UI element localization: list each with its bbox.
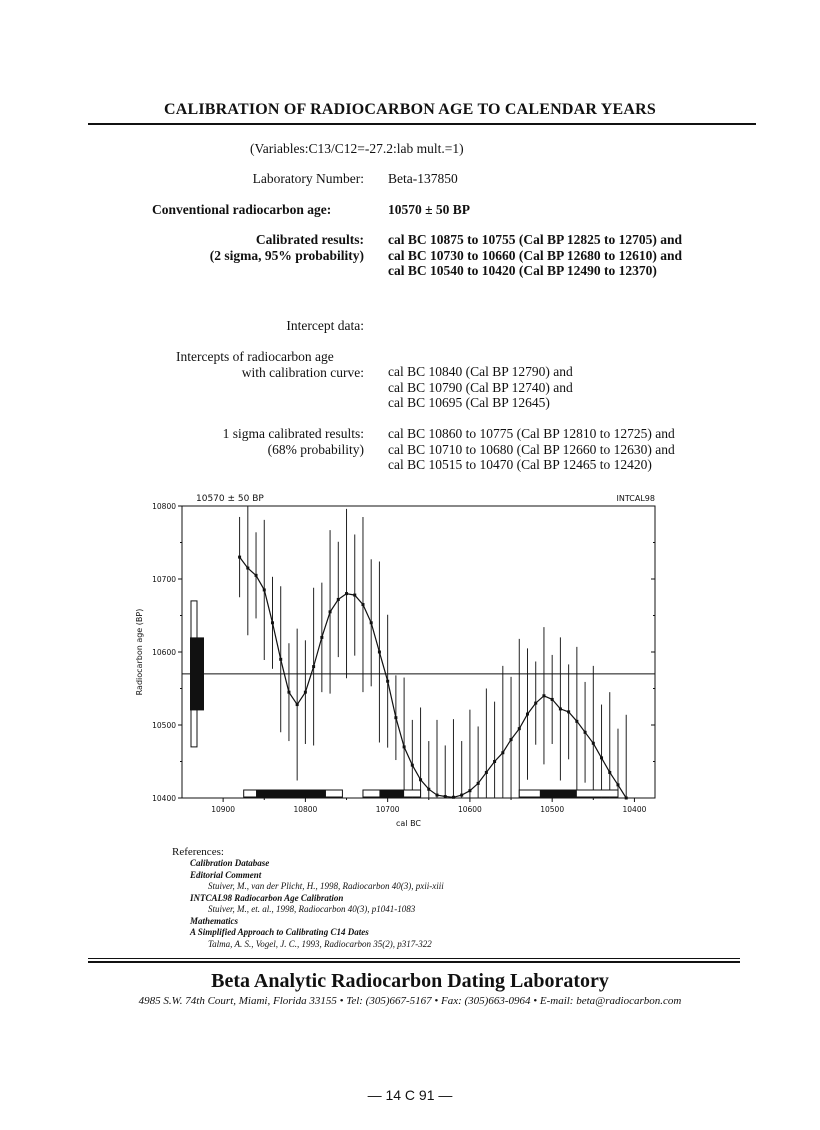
chart-database-label: INTCAL98 [616,494,655,503]
references-label: References: [172,846,224,858]
title-rule [88,123,756,125]
curve-point [501,751,504,754]
one-sigma-range-bar [540,790,577,797]
reference-heading: Mathematics [190,915,239,926]
y-tick-label: 10600 [152,648,176,657]
curve-point [411,764,414,767]
curve-point [246,567,249,570]
curve-point [510,738,513,741]
curve-point [378,651,381,654]
curve-point [361,603,364,606]
curve-point [485,771,488,774]
y-axis-label: Radiocarbon age (BP) [135,608,144,696]
intercept-line: cal BC 10840 (Cal BP 12790) and [388,364,573,379]
x-tick-label: 10600 [457,805,482,814]
curve-point [477,782,480,785]
reference-citation: Talma, A. S., Vogel, J. C., 1993, Radiocarbon 35(2), p317-322 [208,938,432,949]
curve-point [255,574,258,577]
one-sigma-line: cal BC 10515 to 10470 (Cal BP 12465 to 12420) [388,457,652,472]
footer-lab-name: Beta Analytic Radiocarbon Dating Laboratory [211,970,609,992]
curve-point [345,592,348,595]
calibrated-label-line: (2 sigma, 95% probability) [209,247,364,263]
calibration-chart-svg [120,488,680,833]
curve-point [559,707,562,710]
curve-point [320,636,323,639]
calibrated-label-line: Calibrated results: [255,232,364,247]
reference-heading: Editorial Comment [190,869,262,880]
curve-point [625,797,628,800]
intercept-label: Intercept data: [286,318,364,333]
conv-age-value: 10570 ± 50 BP [388,202,471,217]
curve-point [394,716,397,719]
curve-point [238,556,241,559]
curve-point [419,778,422,781]
one-sigma-range-bar [379,790,404,797]
intercepts-label [150,349,364,380]
calibration-chart [120,488,680,833]
reference-heading: Calibration Database [190,858,270,868]
curve-point [534,702,537,705]
curve-point [592,742,595,745]
footer-rule-thin [88,958,740,959]
curve-point [542,694,545,697]
reference-heading: A Simplified Approach to Calibrating C14 Dates [190,927,369,937]
curve-point [271,621,274,624]
lab-number-value: Beta-137850 [388,171,458,186]
y-tick-label: 10400 [152,794,176,803]
curve-point [468,789,471,792]
curve-point [370,621,373,624]
footer-address: 4985 S.W. 74th Court, Miami, Florida 33155 • Tel: (305)667-5167 • Fax: (305)663-0964 • E-mail: beta@radiocarbon.com [138,995,682,1007]
curve-point [616,783,619,786]
one-sigma-results [388,426,675,473]
curve-point [263,588,266,591]
calibrated-label [150,232,364,263]
conv-age-label: Conventional radiocarbon age: [152,202,332,217]
curve-point [296,703,299,706]
x-tick-label: 10700 [375,805,400,814]
curve-point [452,796,455,799]
curve-point [279,658,282,661]
curve-point [493,760,496,763]
curve-point [329,610,332,613]
intercept-line: cal BC 10695 (Cal BP 12645) [388,395,550,410]
curve-point [403,745,406,748]
x-tick-label: 10500 [540,805,565,814]
x-tick-label: 10800 [293,805,318,814]
curve-point [551,698,554,701]
references [172,846,652,950]
y-tick-label: 10800 [152,502,176,511]
x-tick-label: 10900 [211,805,236,814]
curve-point [567,710,570,713]
plot-frame [182,506,655,798]
curve-point [518,727,521,730]
curve-point [427,788,430,791]
x-axis-label: cal BC [396,819,421,828]
one-sigma-label-line: 1 sigma calibrated results: [222,426,364,441]
calibrated-line: cal BC 10875 to 10755 (Cal BP 12825 to 12705) and [388,232,683,247]
variables-text: (Variables:C13/C12=-27.2:lab mult.=1) [250,141,464,156]
curve-point [312,665,315,668]
one-sigma-label-line: (68% probability) [267,441,364,457]
curve-point [304,691,307,694]
reference-citation: Stuiver, M., et. al., 1998, Radiocarbon 40(3), p1041-1083 [208,904,416,914]
intercept-results [388,364,573,411]
curve-point [575,720,578,723]
y-tick-label: 10700 [152,575,176,584]
y-tick-label: 10500 [152,721,176,730]
curve-point [386,680,389,683]
page-title: CALIBRATION OF RADIOCARBON AGE TO CALENDAR YEARS [163,101,657,118]
curve-point [287,691,290,694]
calibrated-results [388,232,682,279]
one-sigma-label [150,426,364,457]
one-sigma-line: cal BC 10710 to 10680 (Cal BP 12660 to 12630) and [388,441,675,457]
curve-point [600,756,603,759]
x-tick-label: 10400 [622,805,647,814]
reference-citation: Stuiver, M., van der Plicht, H., 1998, Radiocarbon 40(3), pxii-xiii [208,881,444,891]
reference-heading: INTCAL98 Radiocarbon Age Calibration [190,892,344,903]
curve-point [526,713,529,716]
intercepts-label-line: Intercepts of radiocarbon age [176,349,334,364]
lab-number-label: Laboratory Number: [252,171,364,186]
page-number: — 14 C 91 — [367,1087,453,1103]
one-sigma-range-bar [256,790,326,797]
intercept-line: cal BC 10790 (Cal BP 12740) and [388,379,573,395]
intercepts-label-line: with calibration curve: [241,364,364,380]
curve-point [584,731,587,734]
curve-point [353,594,356,597]
calibrated-line: cal BC 10540 to 10420 (Cal BP 12490 to 12370) [388,263,657,278]
footer-rule [88,961,740,963]
curve-point [608,771,611,774]
one-sigma-line: cal BC 10860 to 10775 (Cal BP 12810 to 12725) and [388,426,675,441]
curve-point [460,794,463,797]
chart-title: 10570 ± 50 BP [196,494,264,504]
one-sigma-age-box [190,637,204,710]
curve-point [337,598,340,601]
curve-point [444,795,447,798]
calibrated-line: cal BC 10730 to 10660 (Cal BP 12680 to 12610) and [388,247,683,263]
curve-point [436,794,439,797]
